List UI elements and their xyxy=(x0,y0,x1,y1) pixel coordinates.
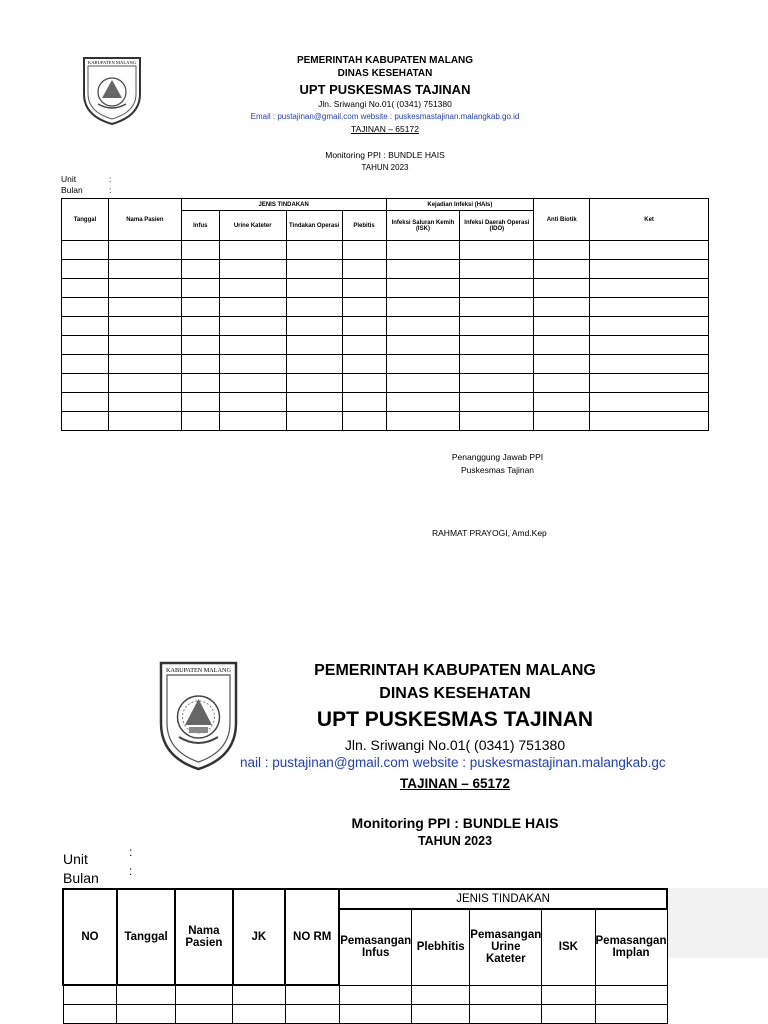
table-row xyxy=(62,412,709,431)
col-header-pemasangan-urine-kateter: Pemasangan Urine Kateter xyxy=(470,909,542,985)
col-header-isk: ISK xyxy=(542,909,595,985)
doc-year: TAHUN 2023 xyxy=(361,163,409,172)
cell-shading xyxy=(668,888,768,958)
unit-label: Unit xyxy=(63,851,88,867)
bulan-label: Bulan xyxy=(63,870,99,886)
doc-title: Monitoring PPI : BUNDLE HAIS xyxy=(351,815,559,831)
bulan-label: Bulan xyxy=(61,185,83,195)
monitoring-table-2 xyxy=(62,888,668,1024)
table-row xyxy=(62,279,709,298)
header-line1: PEMERINTAH KABUPATEN MALANG xyxy=(314,662,596,679)
header-line3: UPT PUSKESMAS TAJINAN xyxy=(316,708,594,731)
group-header-kejadian-infeksi: Kejadian Infeksi (HAIs) xyxy=(386,199,534,211)
col-header-no-rm: NO RM xyxy=(285,889,339,985)
logo-text: KABUPATEN MALANG xyxy=(166,667,231,674)
signature-title-2: Puskesmas Tajinan xyxy=(460,465,535,475)
table-row xyxy=(62,374,709,393)
doc-title: Monitoring PPI : BUNDLE HAIS xyxy=(325,150,445,160)
header-email: Email : pustajinan@gmail.com website : puskesmastajinan.malangkab.go.id xyxy=(250,112,520,121)
col-header-urine-kateter: Urine Kateter xyxy=(219,211,286,241)
group-header-jenis-tindakan: JENIS TINDAKAN xyxy=(181,199,386,211)
col-header-tindakan-operasi: Tindakan Operasi xyxy=(286,211,342,241)
col-header-infus: Infus xyxy=(181,211,219,241)
header-line1: PEMERINTAH KABUPATEN MALANG xyxy=(296,55,474,66)
table-row xyxy=(62,317,709,336)
col-header-no: NO xyxy=(63,889,117,985)
signature-name: RAHMAT PRAYOGI, Amd.Kep xyxy=(432,528,547,538)
col-header-pemasangan-infus: Pemasangan Infus xyxy=(339,909,411,985)
unit-colon: : xyxy=(129,845,133,859)
table-row xyxy=(62,298,709,317)
table-row xyxy=(62,241,709,260)
col-header-nama-pasien: Nama Pasien xyxy=(175,889,232,985)
col-header-ket: Ket xyxy=(590,199,709,241)
table-row xyxy=(63,1004,667,1023)
header-address: Jln. Sriwangi No.01( (0341) 751380 xyxy=(318,99,452,109)
logo-text: KABUPATEN MALANG xyxy=(87,60,137,65)
col-header-tanggal: Tanggal xyxy=(117,889,175,985)
table-row xyxy=(63,985,667,1004)
col-header-isk: Infeksi Saluran Kemih (ISK) xyxy=(386,211,460,241)
col-header-nama-pasien: Nama Pasien xyxy=(108,199,181,241)
col-header-tanggal: Tanggal xyxy=(62,199,109,241)
table-row xyxy=(62,336,709,355)
col-header-pemasangan-implan: Pemasangan Implan xyxy=(595,909,667,985)
table-row xyxy=(62,393,709,412)
doc-year: TAHUN 2023 xyxy=(417,834,493,848)
kabupaten-malang-logo xyxy=(80,54,144,126)
col-header-plebhitis: Plebhitis xyxy=(412,909,470,985)
table-row xyxy=(62,260,709,279)
monitoring-table-1 xyxy=(61,198,709,431)
group-header-jenis-tindakan: JENIS TINDAKAN xyxy=(339,889,667,909)
col-header-ido: Infeksi Daerah Operasi (IDO) xyxy=(460,211,534,241)
signature-title-1: Penanggung Jawab PPI xyxy=(451,452,544,462)
col-header-anti-biotik: Anti Biotik xyxy=(534,199,590,241)
header-city: TAJINAN – 65172 xyxy=(351,124,419,134)
kabupaten-malang-logo xyxy=(157,659,240,773)
header-city: TAJINAN – 65172 xyxy=(399,776,511,791)
col-header-plebitis: Plebitis xyxy=(342,211,386,241)
header-line2: DINAS KESEHATAN xyxy=(379,685,531,702)
bulan-colon: : xyxy=(129,864,133,878)
col-header-jk: JK xyxy=(233,889,286,985)
unit-label: Unit xyxy=(61,174,77,184)
header-address: Jln. Sriwangi No.01( (0341) 751380 xyxy=(344,737,566,753)
bulan-colon: : xyxy=(109,185,112,195)
header-email: nail : pustajinan@gmail.com website : puskesmastajinan.malangkab.gc xyxy=(240,755,666,770)
table-row xyxy=(62,355,709,374)
header-line2: DINAS KESEHATAN xyxy=(337,68,433,79)
unit-colon: : xyxy=(109,174,112,184)
header-line3: UPT PUSKESMAS TAJINAN xyxy=(299,82,471,97)
